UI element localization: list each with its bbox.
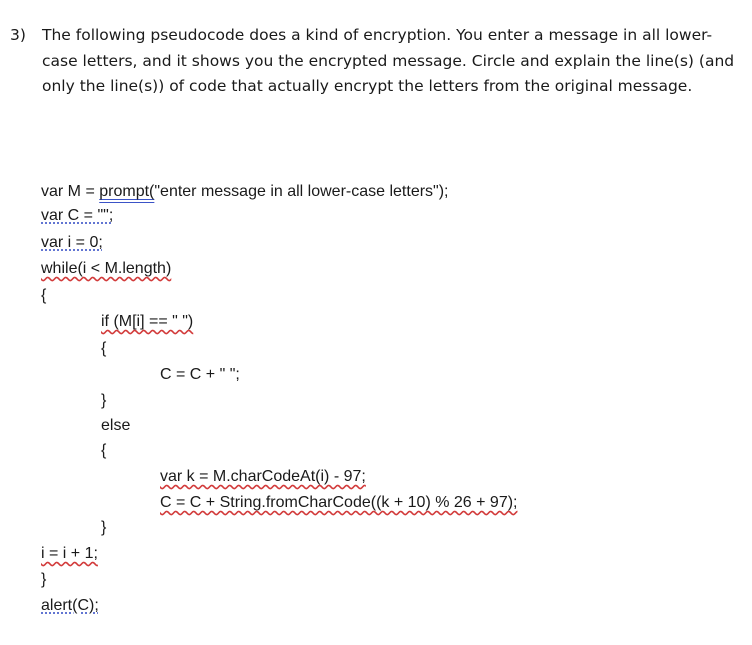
code-line-if-open-brace: { <box>101 340 107 357</box>
code-line-alert <box>41 596 99 616</box>
code-line-prompt <box>41 182 449 202</box>
code-line-if-text: if (M[i] == " ") <box>101 313 194 330</box>
code-line-while-text: while(i < M.length) <box>41 260 172 277</box>
code-line-if-close-brace: } <box>101 392 107 409</box>
code-line-encrypt-text: C = C + String.fromCharCode((k + 10) % 26 + 97); <box>160 494 518 511</box>
code-line-else: else <box>101 417 131 434</box>
code-line-if <box>101 312 193 332</box>
code-line-char-code-text: var k = M.charCodeAt(i) - 97; <box>160 468 366 485</box>
code-line-increment <box>41 544 98 564</box>
code-line-declare-i-text: var i = 0; <box>41 234 103 251</box>
code-line-close-brace: } <box>41 571 47 588</box>
code-line-declare-c-text: var C = ""; <box>41 207 114 224</box>
code-line-else-close-brace: } <box>101 519 107 536</box>
code-line-open-brace: { <box>41 287 47 304</box>
code-line-append-space: C = C + " "; <box>160 366 240 383</box>
question-number: 3) <box>10 26 26 44</box>
code-line-while <box>41 259 171 279</box>
code-line-declare-c <box>41 206 113 226</box>
code-line-alert-text: alert(C); <box>41 597 99 614</box>
code-line-prompt-call: prompt( <box>99 183 155 200</box>
code-line-increment-text: i = i + 1; <box>41 545 98 562</box>
code-line-else-open-brace: { <box>101 442 107 459</box>
code-line-encrypt <box>160 493 517 513</box>
code-line-declare-i <box>41 233 103 253</box>
code-line-prompt-prefix: var M = <box>41 183 100 200</box>
code-line-char-code <box>160 467 366 487</box>
code-line-prompt-rest: "enter message in all lower-case letters"); <box>154 183 449 200</box>
question-text: The following pseudocode does a kind of encryption. You enter a message in all lower-case letters, and it shows you the encrypted message. Circle and explain the line(s) (and only the line(s)) of code that actually encrypt the letters from the original message. <box>42 26 735 95</box>
